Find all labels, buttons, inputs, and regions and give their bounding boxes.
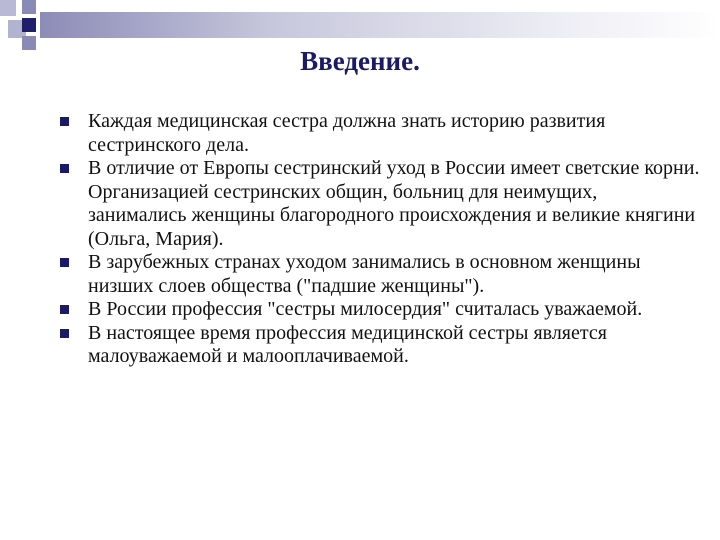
bullet-text: В зарубежных странах уходом занимались в основном женщины низших слоев общества ("падшие женщины").	[88, 251, 641, 297]
square-bullet-icon	[60, 305, 69, 314]
square-bullet-icon	[60, 164, 69, 173]
decor-square	[0, 0, 16, 16]
bullet-item	[60, 157, 700, 251]
bullet-item	[60, 251, 700, 298]
bullet-text: В России профессия "сестры милосердия" считалась уважаемой.	[88, 298, 643, 320]
decor-square	[22, 18, 36, 32]
bullet-item	[60, 298, 700, 322]
square-bullet-icon	[60, 329, 69, 338]
bullet-item	[60, 322, 700, 369]
bullet-item	[60, 110, 700, 157]
slide-title: Введение.	[300, 46, 420, 76]
bullet-list	[60, 110, 700, 369]
bullet-text: В настоящее время профессия медицинской сестры является малоуважаемой и малооплачиваемой.	[88, 321, 607, 367]
square-bullet-icon	[60, 258, 69, 267]
square-bullet-icon	[60, 117, 69, 126]
decor-square	[22, 0, 36, 14]
bullet-text: В отличие от Европы сестринский уход в России имеет светские корни. Организацией сестринских общин, больниц для неимущих, занимались женщины благородного происхождения и великие княгини (Ольга, Мария).	[88, 157, 700, 250]
header-gradient-bar	[40, 12, 720, 38]
bullet-text: Каждая медицинская сестра должна знать историю развития сестринского дела.	[88, 110, 606, 156]
